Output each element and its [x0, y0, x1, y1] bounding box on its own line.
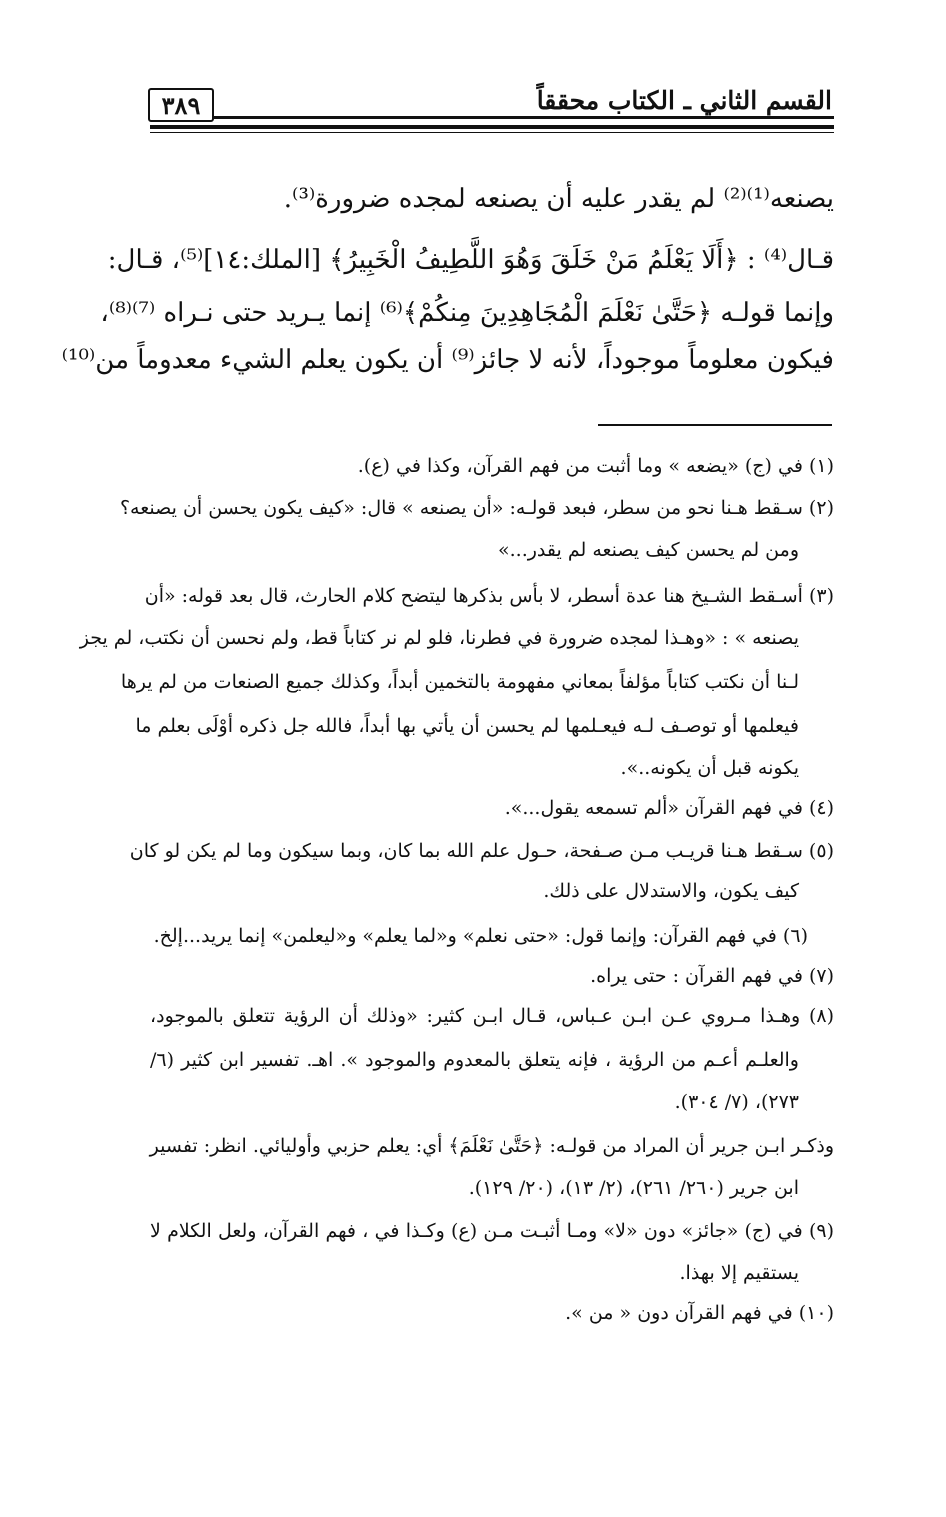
running-header-title: القسم الثاني ـ الكتاب محققاً: [536, 86, 832, 115]
header-rule-thick: [150, 125, 834, 129]
footnote-1: (١) في (ج) «يضعه » وما أثبت من فهم القرآن، وكذا في (ع).: [357, 455, 834, 477]
footnote-7: (٧) في فهم القرآن : حتى يراه.: [590, 965, 834, 987]
footnote-3: (٣) أسـقط الشـيخ هنا عدة أسطر، لا بأس بذكرها ليتضح كلام الحارث، قال بعد قوله: «أن: [144, 585, 834, 607]
footnote-5-cont: كيف يكون، والاستدلال على ذلك.: [543, 880, 799, 902]
footnote-3-cont: لـنا أن نكتب كتاباً مؤلفاً بمعاني مفهومة بالتخمين أبداً، وكذلك جميع الصنعات من لم يرها: [120, 671, 799, 693]
body-line-4: فيكون معلوماً موجوداً، لأنه لا جائز⁽⁹⁾ أن يكون يعلم الشيء معدوماً من⁽¹⁰⁾: [61, 345, 834, 375]
footnote-9: (٩) في (ج) «جائز» دون «لا» ومـا أثبـت مـن (ع) وكـذا في ، فهم القرآن، ولعل الكلام لا: [150, 1220, 834, 1242]
footnote-6: (٦) في فهم القرآن: وإنما قول: «حتى نعلم» و«لما يعلم» و«ليعلمن» إنما يريد...إلخ.: [153, 925, 808, 947]
body-line-2: قـال⁽⁴⁾ : ﴿أَلَا يَعْلَمُ مَنْ خَلَقَ وَهُوَ اللَّطِيفُ الْخَبِيرُ﴾ [الملك:١٤]⁽⁵⁾، قـال:: [107, 245, 834, 275]
body-line-3: وإنما قولـه ﴿حَتَّىٰ نَعْلَمَ الْمُجَاهِدِينَ مِنكُمْ﴾⁽⁶⁾ إنما يـريد حتى نـراه ⁽⁷⁾⁽⁸⁾،: [100, 298, 834, 328]
footnote-9-cont: يستقيم إلا بهذا.: [679, 1262, 799, 1284]
footnote-3-cont: يصنعه » : «وهـذا لمجده ضرورة في فطرنا، فلو لم نر كتاباً قط، ولم نحسن أن نكتب، لم يجز: [79, 627, 799, 649]
footnote-2-cont: ومن لم يحسن كيف يصنعه لم يقدر...»: [498, 539, 799, 561]
footnote-8-para-cont: ابن جرير (٢٦٠/ ٢٦١)، (٢/ ١٣)، (٢٠/ ١٢٩).: [468, 1177, 799, 1199]
header-rule: [214, 116, 834, 119]
footnote-8: (٨) وهـذا مـروي عـن ابـن عـباس، قـال ابـن كثير: «وذلك أن الرؤية تتعلق بالموجود،: [150, 1005, 834, 1027]
footnote-8-para: وذكـر ابـن جرير أن المراد من قولـه: ﴿حَتَّىٰ نَعْلَمَ﴾ أي: يعلم حزبي وأوليائي. انظر: تفسير: [149, 1135, 834, 1157]
footnote-3-cont: فيعلمها أو توصـف لـه فيعـلمها لم يحسن أن يأتي بها أبداً، فالله جل ذكره أوْلَى بعلم ما: [135, 715, 799, 737]
footnote-5: (٥) سـقط هـنا قريـب مـن صـفحة، حـول علم الله بما كان، وبما سيكون وما لم يكن لو كان: [129, 840, 834, 862]
footnote-8-cont: والعلـم أعـم من الرؤية ، فإنه يتعلق بالمعدوم والموجود ». اهـ. تفسير ابن كثير (٦/: [150, 1049, 799, 1071]
page-number: ٣٨٩: [148, 88, 214, 122]
header-rule-thin: [150, 132, 834, 133]
footnote-separator: [598, 424, 832, 426]
footnote-3-cont: يكونه قبل أن يكونه..».: [620, 757, 799, 779]
body-line-1: يصنعه⁽¹⁾⁽²⁾ لم يقدر عليه أن يصنعه لمجده ضرورة⁽³⁾.: [283, 184, 834, 214]
footnote-10: (١٠) في فهم القرآن دون « من ».: [565, 1302, 834, 1324]
footnote-8-cont: ٢٧٣)، (٧/ ٣٠٤).: [674, 1091, 799, 1113]
footnote-2: (٢) سـقط هـنا نحو من سطر، فبعد قولـه: «أن يصنعه » قال: «كيف يكون يحسن أن يصنعه؟: [119, 497, 834, 519]
footnote-4: (٤) في فهم القرآن «ألم تسمعه يقول...».: [504, 797, 834, 819]
